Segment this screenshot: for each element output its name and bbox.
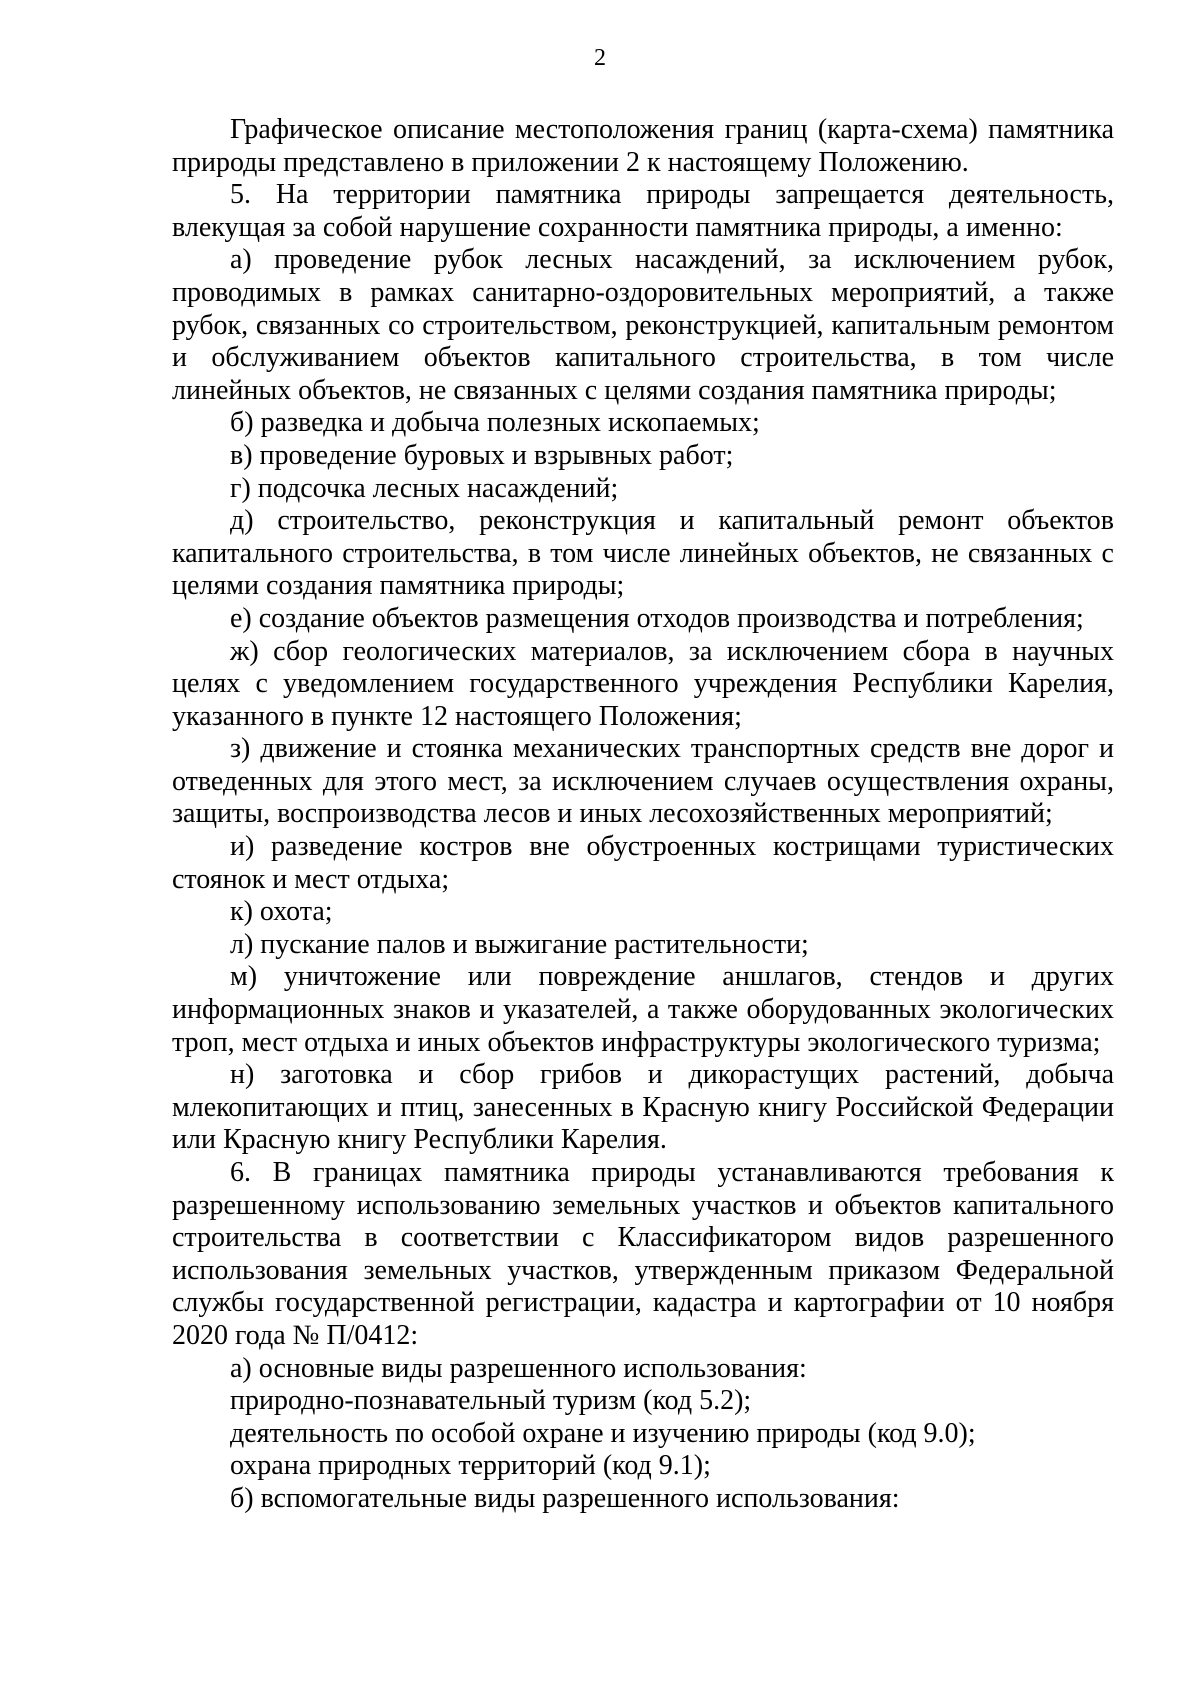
paragraph-5k: к) охота;: [230, 896, 333, 928]
paragraph-5i: и) разведение костров вне обустроенных кострищами туристических стоянок и мест отдыха;: [172, 831, 1114, 895]
paragraph-map-description: Графическое описание местоположения границ (карта-схема) памятника природы представлено в приложении 2 к настоящему Положению.: [172, 114, 1114, 178]
paragraph-5m: м) уничтожение или повреждение аншлагов, стендов и других информационных знаков и указателей, а также оборудованных экологических троп, мест отдыха и иных объектов инфраструктуры экологического туризма;: [172, 961, 1114, 1058]
page-number: 2: [594, 45, 606, 71]
paragraph-5zh: ж) сбор геологических материалов, за исключением сбора в научных целях с уведомлением государственного учреждения Республики Карелия, указанного в пункте 12 настоящего Положения;: [172, 635, 1114, 732]
paragraph-item-6: 6. В границах памятника природы устанавливаются требования к разрешенному использованию земельных участков и объектов капитального строительства в соответствии с Классификатором видов разрешенного использования земельных участков, утвержденным приказом Федеральной службы государственной регистрации, кадастра и картографии от 10 ноября 2020 года № П/0412:: [172, 1157, 1114, 1351]
paragraph-5b: б) разведка и добыча полезных ископаемых;: [230, 407, 760, 439]
paragraph-6a-code-9-0: деятельность по особой охране и изучению природы (код 9.0);: [230, 1417, 976, 1449]
paragraph-5n: н) заготовка и сбор грибов и дикорастущих растений, добыча млекопитающих и птиц, занесенных в Красную книгу Российской Федерации или Красную книгу Республики Карелия.: [172, 1059, 1114, 1156]
paragraph-5d: д) строительство, реконструкция и капитальный ремонт объектов капитального строительства, в том числе линейных объектов, не связанных с целями создания памятника природы;: [172, 505, 1114, 602]
paragraph-5a: а) проведение рубок лесных насаждений, за исключением рубок, проводимых в рамках санитарно-оздоровительных мероприятий, а также рубок, связанных со строительством, реконструкцией, капитальным ремонтом и обслуживанием объектов капитального строительства, в том числе линейных объектов, не связанных с целями создания памятника природы;: [172, 244, 1114, 406]
paragraph-5z: з) движение и стоянка механических транспортных средств вне дорог и отведенных для этого мест, за исключением случаев осуществления охраны, защиты, воспроизводства лесов и иных лесохозяйственных мероприятий;: [172, 733, 1114, 830]
paragraph-5e: е) создание объектов размещения отходов производства и потребления;: [230, 602, 1084, 634]
paragraph-6a: а) основные виды разрешенного использования:: [230, 1352, 807, 1384]
paragraph-5g: г) подсочка лесных насаждений;: [230, 472, 619, 504]
paragraph-5l: л) пускание палов и выжигание растительности;: [230, 928, 809, 960]
document-body: [172, 114, 1114, 1516]
paragraph-6a-code-5-2: природно-познавательный туризм (код 5.2);: [230, 1385, 752, 1417]
paragraph-6b: б) вспомогательные виды разрешенного использования:: [230, 1482, 900, 1514]
paragraph-6a-code-9-1: охрана природных территорий (код 9.1);: [230, 1450, 711, 1482]
paragraph-5v: в) проведение буровых и взрывных работ;: [230, 439, 734, 471]
paragraph-item-5: 5. На территории памятника природы запрещается деятельность, влекущая за собой нарушение сохранности памятника природы, а именно:: [172, 179, 1114, 243]
